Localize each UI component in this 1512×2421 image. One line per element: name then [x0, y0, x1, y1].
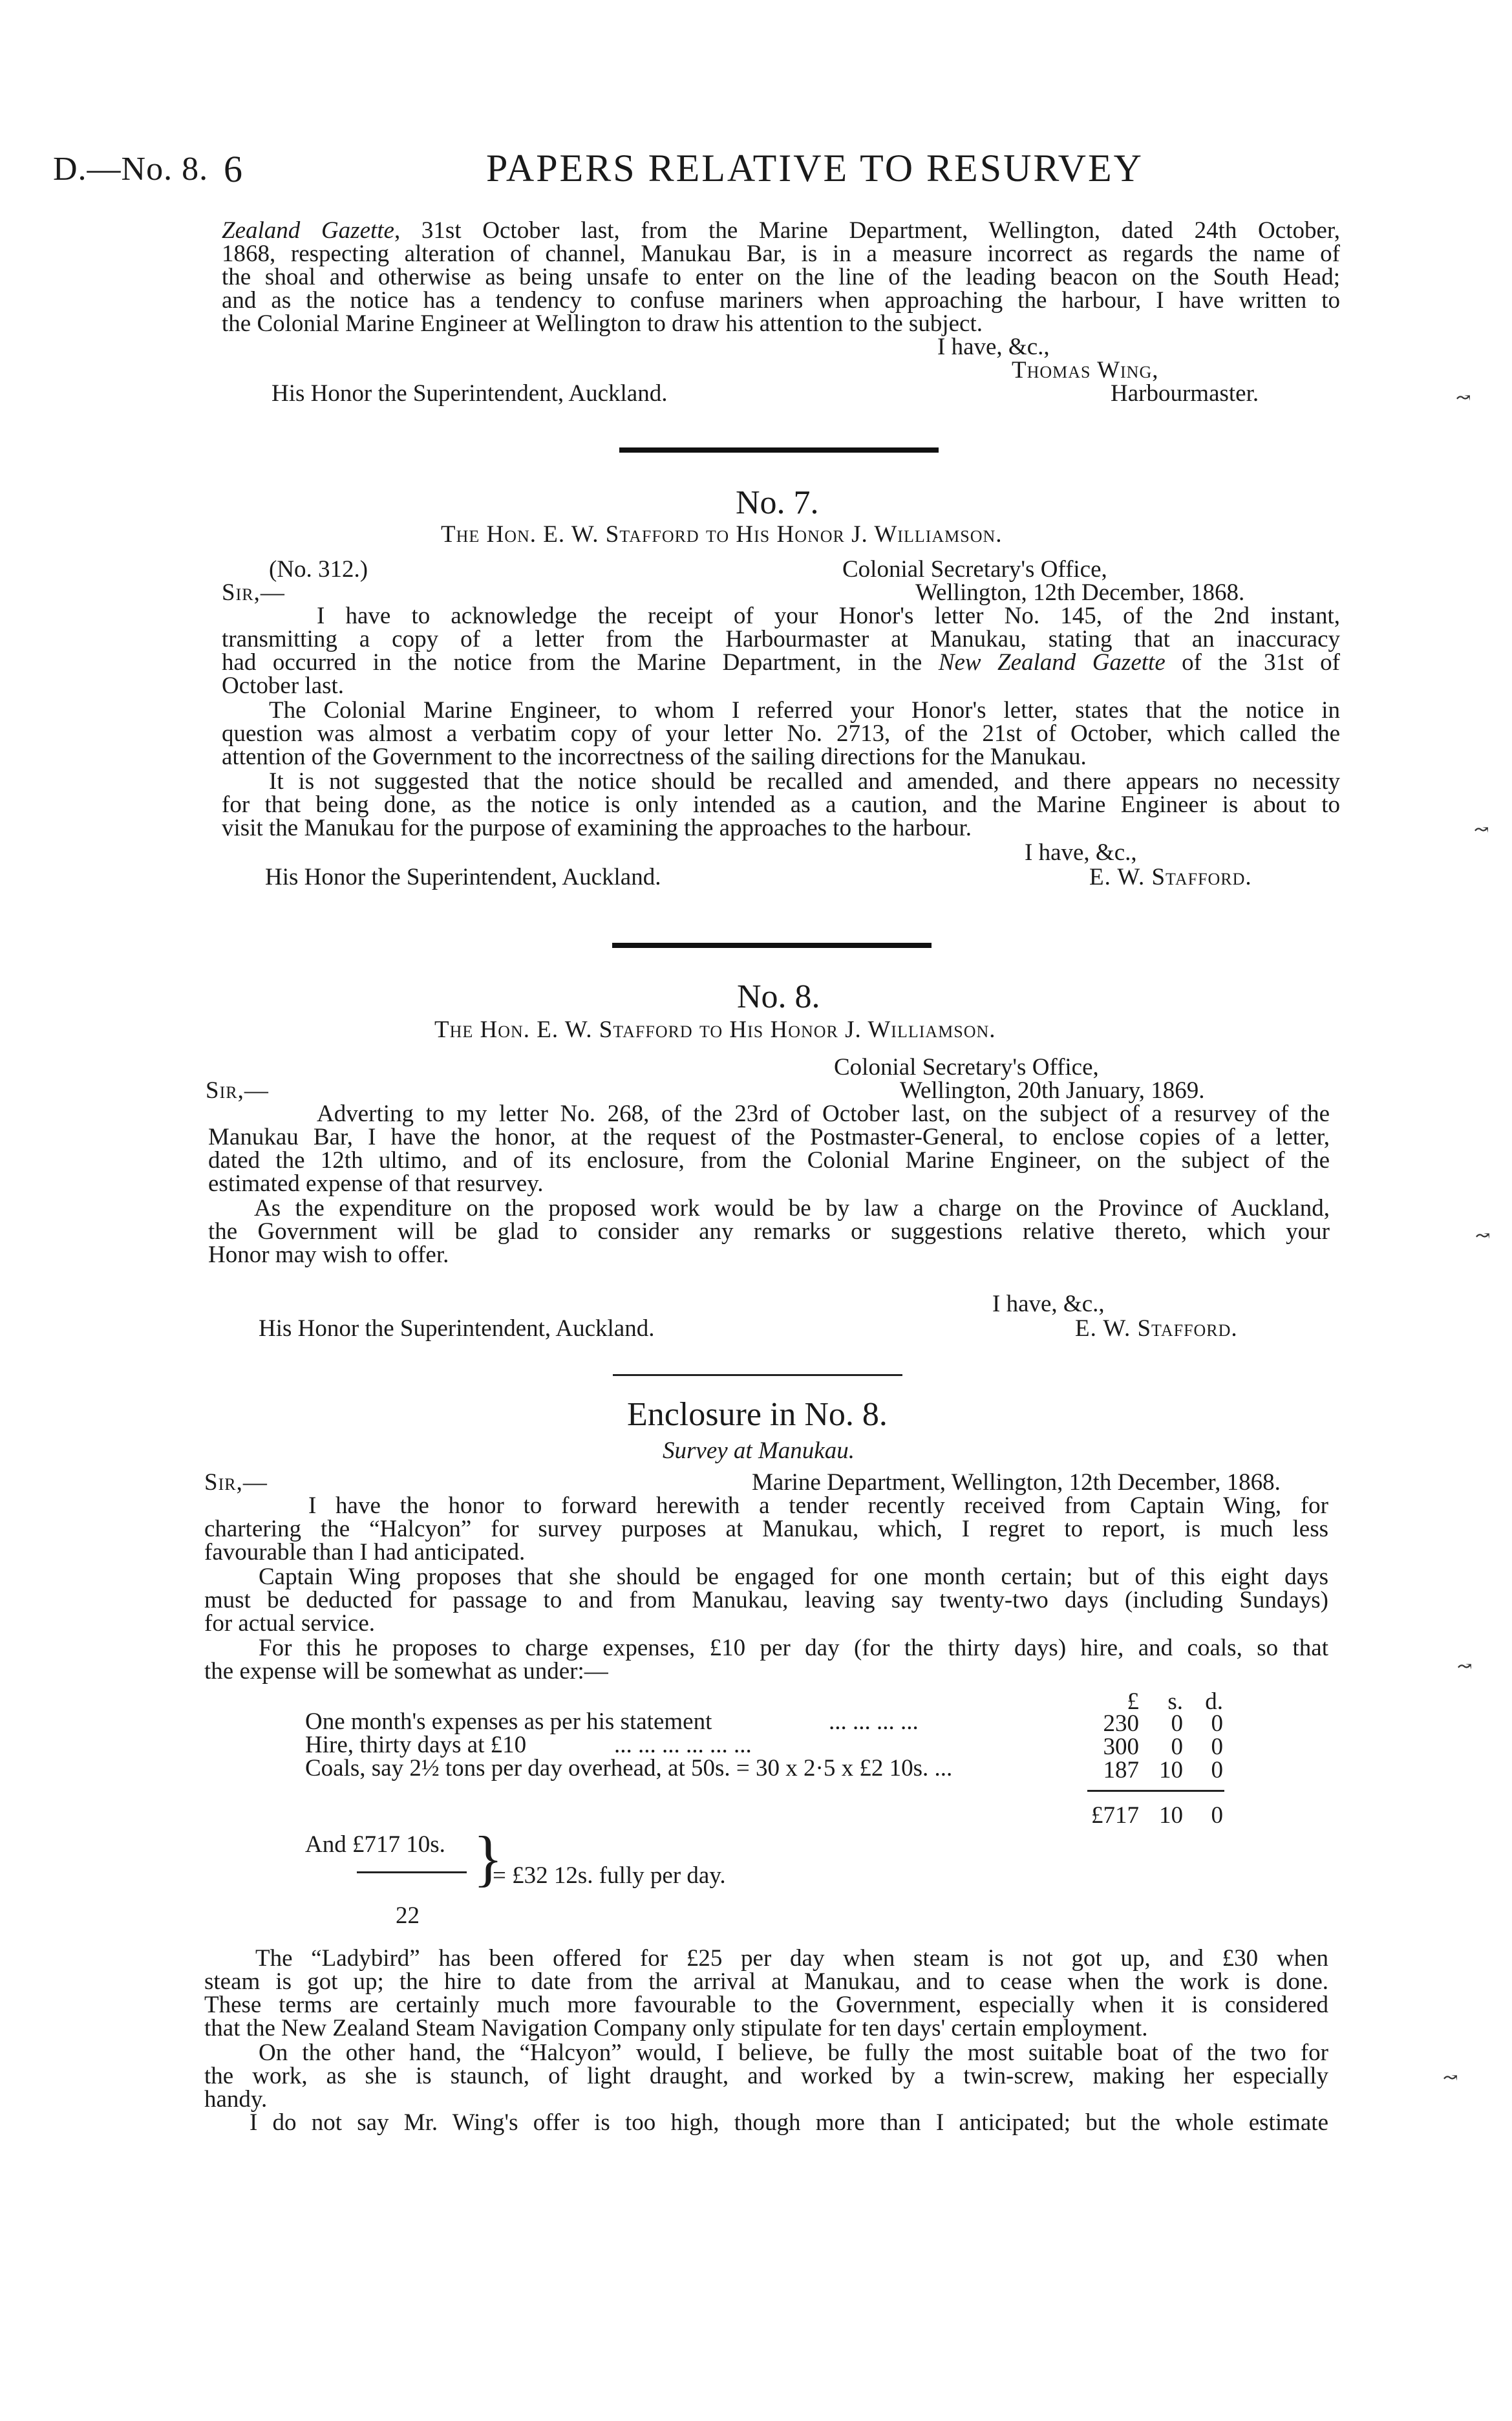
calc-numerator: And £717 10s. — [305, 1831, 445, 1858]
calc-denominator: 22 — [396, 1902, 420, 1929]
body-line: On the other hand, the “Halcyon” would, I believe, be fully the most suitable boat of the two for — [259, 2039, 1328, 2066]
row-pounds: 230 — [1103, 1710, 1139, 1737]
row-shillings: 0 — [1171, 1710, 1183, 1737]
body-line: Zealand Gazette, 31st October last, from the Marine Department, Wellington, dated 24th October, — [222, 217, 1340, 244]
row-pence: 0 — [1211, 1734, 1223, 1760]
body-line: October last. — [222, 672, 345, 699]
salutation: Sir,— — [206, 1077, 269, 1104]
margin-mark: ↝ — [1474, 820, 1489, 840]
sender-office: Colonial Secretary's Office, — [834, 1054, 1099, 1081]
place-date: Wellington, 12th December, 1868. — [915, 579, 1245, 606]
signer-title: Harbourmaster. — [1111, 380, 1259, 407]
body-line: 1868, respecting alteration of channel, Manukau Bar, is in a measure incorrect as regards the name of — [222, 241, 1340, 267]
section-heading: No. 7. — [736, 484, 819, 521]
margin-mark: ↝ — [1457, 1657, 1473, 1677]
salutation: Sir,— — [204, 1469, 268, 1496]
body-line: transmitting a copy of a letter from the Harbourmaster at Manukau, stating that an inaccuracy — [222, 626, 1340, 652]
body-line: and as the notice has a tendency to confuse mariners when approaching the harbour, I have written to — [222, 287, 1340, 314]
row-pounds: 300 — [1103, 1734, 1139, 1760]
margin-mark: ↝ — [1443, 2068, 1458, 2088]
body-line: These terms are certainly much more favourable to the Government, especially when it is considered — [204, 1992, 1328, 2018]
closing: I have, &c., — [1025, 839, 1137, 866]
section-divider — [619, 447, 939, 453]
right-brace: } — [473, 1824, 504, 1893]
body-line: the Government will be glad to consider any remarks or suggestions relative thereto, which your — [208, 1218, 1330, 1245]
total-pence: 0 — [1211, 1802, 1223, 1829]
body-line: steam is got up; the hire to date from the arrival at Manukau, and to cease when the work is done. — [204, 1968, 1328, 1995]
body-line: I do not say Mr. Wing's offer is too high, though more than I anticipated; but the whole estimate — [250, 2109, 1328, 2136]
body-line: dated the 12th ultimo, and of its enclosure, from the Colonial Marine Engineer, on the subject of the — [208, 1147, 1330, 1174]
salutation: Sir,— — [222, 579, 285, 606]
calc-result: = £32 12s. fully per day. — [493, 1862, 726, 1889]
section-subtitle: Survey at Manukau. — [663, 1437, 855, 1464]
body-line: As the expenditure on the proposed work would be by law a charge on the Province of Auckland, — [254, 1195, 1330, 1221]
section-subtitle: The Hon. E. W. Stafford to His Honor J. Williamson. — [441, 521, 1003, 548]
page-number: 6 — [224, 148, 242, 190]
body-line: question was almost a verbatim copy of your letter No. 2713, of the 21st of October, which called the — [222, 720, 1340, 747]
closing: I have, &c., — [992, 1291, 1105, 1317]
page-title: PAPERS RELATIVE TO RESURVEY — [486, 147, 1144, 189]
body-line: Adverting to my letter No. 268, of the 23rd of October last, on the subject of a resurvey of the — [317, 1101, 1330, 1127]
section-heading: No. 8. — [737, 978, 820, 1015]
body-line: chartering the “Halcyon” for survey purposes at Manukau, which, I regret to report, is much less — [204, 1516, 1328, 1542]
body-line: visit the Manukau for the purpose of examining the approaches to the harbour. — [222, 815, 972, 841]
row-pence: 0 — [1211, 1710, 1223, 1737]
body-line: Honor may wish to offer. — [208, 1242, 449, 1268]
body-line: the expense will be somewhat as under:— — [204, 1658, 608, 1684]
body-line: must be deducted for passage to and from Manukau, leaving say twenty-two days (including Sundays) — [204, 1587, 1328, 1613]
row-item: One month's expenses as per his statement — [305, 1708, 712, 1735]
column-header-pounds: £ — [1127, 1688, 1139, 1715]
body-line: estimated expense of that resurvey. — [208, 1170, 544, 1197]
body-line: Manukau Bar, I have the honor, at the request of the Postmaster-General, to enclose copies of a letter, — [208, 1124, 1330, 1150]
body-line: the shoal and otherwise as being unsafe to enter on the line of the leading beacon on the South Head; — [222, 264, 1340, 290]
row-item: Hire, thirty days at £10 — [305, 1732, 527, 1758]
signer-name: Thomas Wing, — [1012, 357, 1159, 383]
row-leader: ... ... ... ... — [829, 1708, 919, 1735]
sender-office: Colonial Secretary's Office, — [842, 556, 1107, 583]
body-line: I have to acknowledge the receipt of your Honor's letter No. 145, of the 2nd instant, — [317, 603, 1340, 629]
signer-name: E. W. Stafford. — [1089, 864, 1252, 890]
total-pounds: £717 — [1091, 1802, 1139, 1829]
body-line: favourable than I had anticipated. — [204, 1539, 526, 1566]
row-shillings: 0 — [1171, 1734, 1183, 1760]
body-line: Captain Wing proposes that she should be engaged for one month certain; but of this eight days — [259, 1564, 1328, 1590]
body-line: the Colonial Marine Engineer at Wellington to draw his attention to the subject. — [222, 310, 983, 337]
body-line: for actual service. — [204, 1610, 375, 1637]
section-divider — [613, 1374, 902, 1376]
body-line: attention of the Government to the incorrectness of the sailing directions for the Manukau. — [222, 744, 1087, 770]
column-header-pence: d. — [1205, 1688, 1223, 1715]
body-line: handy. — [204, 2086, 268, 2113]
margin-mark: ↝ — [1475, 1226, 1491, 1246]
body-line: For this he proposes to charge expenses, £10 per day (for the thirty days) hire, and coals, so that — [259, 1635, 1328, 1661]
signer-name: E. W. Stafford. — [1075, 1315, 1238, 1342]
row-item: Coals, say 2½ tons per day overhead, at 50s. = 30 x 2·5 x £2 10s. ... — [305, 1755, 953, 1781]
addressee: His Honor the Superintendent, Auckland. — [272, 380, 668, 407]
body-line: The “Ladybird” has been offered for £25 per day when steam is not got up, and £30 when — [255, 1945, 1328, 1972]
total-rule — [1087, 1790, 1224, 1792]
section-heading: Enclosure in No. 8. — [627, 1396, 888, 1433]
body-line: It is not suggested that the notice should be recalled and amended, and there appears no necessity — [269, 768, 1340, 795]
body-line: I have the honor to forward herewith a tender recently received from Captain Wing, for — [308, 1492, 1328, 1519]
margin-mark: ↝ — [1456, 388, 1471, 408]
letter-ref: (No. 312.) — [269, 556, 368, 583]
place-date: Marine Department, Wellington, 12th December, 1868. — [752, 1469, 1281, 1496]
body-line: for that being done, as the notice is only intended as a caution, and the Marine Engineer is about to — [222, 791, 1340, 818]
place-date: Wellington, 20th January, 1869. — [900, 1077, 1205, 1104]
body-line: the work, as she is staunch, of light draught, and worked by a twin-screw, making her especially — [204, 2063, 1328, 2089]
section-divider — [612, 943, 932, 948]
row-pounds: 187 — [1103, 1757, 1139, 1783]
closing: I have, &c., — [937, 334, 1050, 360]
row-shillings: 10 — [1159, 1757, 1183, 1783]
total-shillings: 10 — [1159, 1802, 1183, 1829]
addressee: His Honor the Superintendent, Auckland. — [259, 1315, 655, 1342]
body-line: had occurred in the notice from the Marine Department, in the New Zealand Gazette of the 31st of — [222, 649, 1340, 676]
row-leader: ... ... ... ... ... ... — [614, 1732, 752, 1758]
section-subtitle: The Hon. E. W. Stafford to His Honor J. Williamson. — [434, 1017, 996, 1043]
fraction-bar — [357, 1871, 467, 1873]
column-header-shillings: s. — [1167, 1688, 1183, 1715]
row-pence: 0 — [1211, 1757, 1223, 1783]
body-line: that the New Zealand Steam Navigation Company only stipulate for ten days' certain employment. — [204, 2015, 1148, 2041]
addressee: His Honor the Superintendent, Auckland. — [265, 864, 661, 890]
document-reference: D.—No. 8. — [53, 151, 209, 188]
body-line: The Colonial Marine Engineer, to whom I referred your Honor's letter, states that the notice in — [269, 697, 1340, 724]
